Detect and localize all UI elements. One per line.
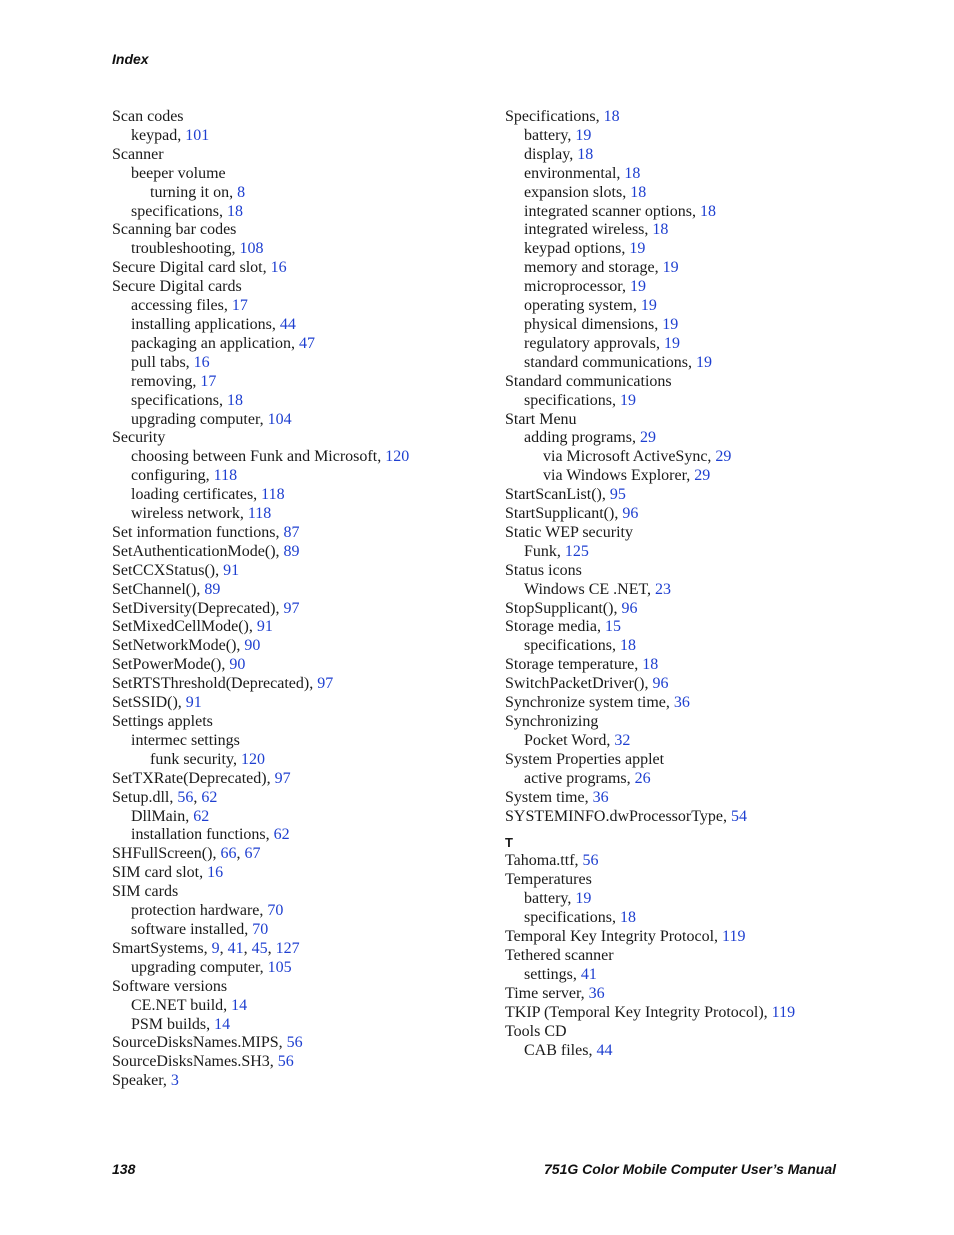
page-reference-link[interactable]: 8 [237, 183, 246, 201]
index-term: CE.NET build [131, 996, 224, 1014]
index-term: SourceDisksNames.MIPS [112, 1034, 279, 1052]
page-reference-link[interactable]: 32 [614, 731, 631, 749]
page-reference-link[interactable]: 16 [207, 864, 224, 882]
page-reference-link[interactable]: 120 [240, 750, 265, 768]
index-term: Temperatures [505, 871, 592, 889]
page-number: 138 [112, 1161, 136, 1177]
index-entry: keypad options, 19 [524, 240, 646, 258]
index-term: StartSupplicant() [505, 505, 615, 523]
index-entry: upgrading computer, 104 [131, 410, 292, 428]
page-reference-link[interactable]: 125 [564, 542, 589, 560]
index-term: integrated scanner options [524, 202, 692, 220]
page-reference-link[interactable]: 95 [609, 486, 626, 504]
index-term: Setup.dll [112, 788, 170, 806]
index-term: specifications [524, 391, 612, 409]
index-term: SIM card slot [112, 864, 200, 882]
index-entry: packaging an application, 47 [131, 334, 315, 352]
page-reference-link[interactable]: 17 [200, 372, 217, 390]
index-entry: specifications, 18 [524, 909, 636, 927]
index-term: System Properties applet [505, 750, 665, 768]
index-term: funk security [150, 750, 233, 768]
index-term: battery [524, 126, 568, 144]
index-term: removing [131, 372, 193, 390]
index-term: troubleshooting [131, 240, 232, 258]
index-term: specifications [524, 637, 612, 655]
index-entry: installation functions, 62 [131, 826, 290, 844]
index-entry: SourceDisksNames.MIPS, 56 [112, 1034, 303, 1052]
index-entry [505, 373, 905, 392]
index-entry [112, 278, 512, 297]
index-entry: Windows CE .NET, 23 [524, 580, 672, 598]
page-reference-link[interactable]: 47 [298, 334, 315, 352]
index-term: expansion slots [524, 183, 623, 201]
page-reference-link[interactable]: 44 [596, 1041, 613, 1059]
index-term: Settings applets [112, 713, 213, 730]
index-entry: Tahoma.ttf, 56 [505, 852, 599, 870]
index-entry: integrated scanner options, 18 [524, 202, 716, 220]
page-reference-link[interactable]: 18 [642, 656, 659, 674]
page-reference-link[interactable]: 45 [251, 939, 268, 957]
page-reference-link[interactable]: 70 [267, 902, 284, 920]
index-entry: StartScanList(), 95 [505, 486, 626, 504]
page-reference-link[interactable]: 62 [193, 807, 210, 825]
index-term: Tahoma.ttf [505, 852, 575, 870]
page-reference-link[interactable]: 127 [275, 939, 300, 957]
page-reference-link[interactable]: 23 [655, 580, 672, 598]
index-entry: SYSTEMINFO.dwProcessorType, 54 [505, 807, 747, 825]
index-term: Synchronizing [505, 713, 599, 730]
index-term: configuring [131, 467, 206, 485]
index-term: memory and storage [524, 259, 655, 277]
page-reference-link[interactable]: 3 [170, 1072, 179, 1090]
index-term: SHFullScreen() [112, 845, 213, 863]
index-entry: SetRTSThreshold(Deprecated), 97 [112, 675, 334, 693]
index-column-left [112, 108, 512, 1091]
index-term: CAB files [524, 1041, 589, 1059]
page-reference-link[interactable]: 18 [630, 183, 647, 201]
index-term: StartScanList() [505, 486, 602, 504]
page-reference-link[interactable]: 118 [247, 505, 272, 523]
page-reference-link[interactable]: 18 [624, 164, 641, 182]
index-entry: loading certificates, 118 [131, 486, 285, 504]
index-term: SetRTSThreshold(Deprecated) [112, 675, 310, 693]
page-reference-link[interactable]: 19 [695, 353, 712, 371]
index-term: installing applications [131, 315, 272, 333]
page-reference-link[interactable]: 90 [229, 656, 246, 674]
index-term: settings [524, 965, 573, 983]
index-term: SetDiversity(Deprecated) [112, 599, 276, 617]
index-entry: Pocket Word, 32 [524, 731, 631, 749]
index-entry: specifications, 18 [131, 202, 243, 220]
index-entry: wireless network, 118 [131, 505, 272, 523]
index-term: Scanner [112, 145, 164, 163]
index-entry: upgrading computer, 105 [131, 958, 292, 976]
index-entry: memory and storage, 19 [524, 259, 679, 277]
index-term: specifications [131, 202, 219, 220]
index-entry [505, 947, 905, 966]
index-term: Standard communications [505, 372, 672, 390]
index-term: upgrading computer [131, 410, 260, 428]
index-entry: regulatory approvals, 19 [524, 334, 680, 352]
index-term: Pocket Word [524, 731, 607, 749]
index-letter-heading: T [505, 835, 513, 851]
index-entry [112, 146, 512, 165]
running-header-title: Index [112, 51, 149, 67]
index-entry: StopSupplicant(), 96 [505, 599, 638, 617]
index-entry: SetTXRate(Deprecated), 97 [112, 769, 291, 787]
index-term: SmartSystems [112, 939, 204, 957]
index-term: SwitchPacketDriver() [505, 675, 645, 693]
index-entry: DllMain, 62 [131, 807, 210, 825]
index-term: SetMixedCellMode() [112, 618, 249, 636]
index-term: Speaker [112, 1072, 163, 1090]
index-entry: SetNetworkMode(), 90 [112, 637, 261, 655]
index-entry: Secure Digital card slot, 16 [112, 259, 287, 277]
index-term: StopSupplicant() [505, 599, 614, 617]
index-entry: SHFullScreen(), 66, 67 [112, 845, 261, 863]
index-term: System time [505, 788, 585, 806]
index-term: standard communications [524, 353, 688, 371]
index-entry [112, 732, 512, 751]
index-term: SetCCXStatus() [112, 561, 216, 579]
page-reference-link[interactable]: 56 [286, 1034, 303, 1052]
index-term: accessing files [131, 297, 224, 315]
index-term: display [524, 145, 570, 163]
index-term: regulatory approvals [524, 334, 656, 352]
page-reference-link[interactable]: 15 [604, 618, 621, 636]
index-entry [505, 1023, 905, 1042]
index-term: SourceDisksNames.SH3 [112, 1053, 270, 1071]
index-entry: SetDiversity(Deprecated), 97 [112, 599, 300, 617]
index-entry [112, 429, 512, 448]
page-reference-link[interactable]: 19 [629, 240, 646, 258]
manual-title: 751G Color Mobile Computer User’s Manual [544, 1161, 836, 1177]
page-reference-link[interactable]: 36 [592, 788, 609, 806]
index-term: loading certificates [131, 486, 254, 504]
index-entry: CE.NET build, 14 [131, 996, 248, 1014]
page-reference-link[interactable]: 29 [715, 448, 732, 466]
page-reference-link[interactable]: 97 [283, 599, 300, 617]
page-reference-link[interactable]: 62 [273, 826, 290, 844]
index-term: Software versions [112, 977, 228, 995]
page-reference-link[interactable]: 19 [662, 315, 679, 333]
page-reference-link[interactable]: 18 [226, 202, 243, 220]
page-reference-link[interactable]: 44 [279, 315, 296, 333]
index-entry [112, 713, 512, 732]
index-term: SIM cards [112, 883, 179, 901]
index-entry [112, 165, 512, 184]
page-reference-link[interactable]: 118 [213, 467, 238, 485]
index-entry: Temporal Key Integrity Protocol, 119 [505, 928, 746, 946]
index-term: installation functions [131, 826, 266, 844]
page-reference-link[interactable]: 29 [639, 429, 656, 447]
page-reference-link[interactable]: 36 [673, 694, 690, 712]
page-reference-link[interactable]: 97 [274, 769, 291, 787]
index-term: SetAuthenticationMode() [112, 542, 276, 560]
index-entry: SourceDisksNames.SH3, 56 [112, 1053, 294, 1071]
index-term: battery [524, 890, 568, 908]
page-reference-link[interactable]: 67 [244, 845, 261, 863]
index-entry: pull tabs, 16 [131, 353, 210, 371]
page-reference-link[interactable]: 56 [277, 1053, 294, 1071]
page-reference-link[interactable]: 96 [622, 505, 639, 523]
index-entry: Synchronize system time, 36 [505, 694, 690, 712]
index-entry [112, 883, 512, 902]
index-term: Secure Digital card slot [112, 259, 263, 277]
index-term: Temporal Key Integrity Protocol [505, 928, 715, 946]
index-term: operating system [524, 297, 633, 315]
index-entry: PSM builds, 14 [131, 1015, 231, 1033]
page-reference-link[interactable]: 87 [283, 523, 300, 541]
index-entry: Set information functions, 87 [112, 523, 300, 541]
index-term: upgrading computer [131, 958, 260, 976]
index-entry: via Windows Explorer, 29 [543, 467, 711, 485]
index-entry [505, 871, 905, 890]
page-reference-link[interactable]: 70 [252, 920, 269, 938]
index-entry: SetSSID(), 91 [112, 694, 202, 712]
index-entry: specifications, 18 [131, 391, 243, 409]
page-reference-link[interactable]: 18 [699, 202, 716, 220]
page-reference-link[interactable]: 119 [771, 1003, 796, 1021]
index-entry: StartSupplicant(), 96 [505, 505, 639, 523]
index-entry: Storage temperature, 18 [505, 656, 659, 674]
page-reference-link[interactable]: 19 [663, 334, 680, 352]
page-reference-link[interactable]: 96 [621, 599, 638, 617]
index-entry [505, 751, 905, 770]
page-reference-link[interactable]: 105 [267, 958, 292, 976]
index-entry: protection hardware, 70 [131, 902, 284, 920]
page-reference-link[interactable]: 26 [634, 769, 651, 787]
index-term: Static WEP security [505, 523, 633, 541]
index-term: Storage media [505, 618, 597, 636]
index-entry: removing, 17 [131, 372, 217, 390]
index-term: specifications [524, 909, 612, 927]
index-entry: adding programs, 29 [524, 429, 656, 447]
page-reference-link[interactable]: 91 [256, 618, 273, 636]
index-entry: funk security, 120 [150, 750, 265, 768]
index-entry: Time server, 36 [505, 984, 605, 1002]
index-term: adding programs [524, 429, 632, 447]
index-entry: microprocessor, 19 [524, 278, 646, 296]
page-reference-link[interactable]: 119 [722, 928, 746, 946]
index-term: keypad options [524, 240, 622, 258]
index-term: SetTXRate(Deprecated) [112, 769, 267, 787]
page-reference-link[interactable]: 18 [577, 145, 594, 163]
index-term: TKIP (Temporal Key Integrity Protocol) [505, 1003, 764, 1021]
index-entry: specifications, 18 [524, 637, 636, 655]
index-entry [112, 978, 512, 997]
index-entry [505, 524, 905, 543]
page-reference-link[interactable]: 29 [694, 467, 711, 485]
index-term: microprocessor [524, 278, 622, 296]
index-term: Funk [524, 542, 557, 560]
index-entry: SetAuthenticationMode(), 89 [112, 542, 300, 560]
index-term: SYSTEMINFO.dwProcessorType [505, 807, 723, 825]
index-entry: Speaker, 3 [112, 1072, 179, 1090]
page-reference-link[interactable]: 89 [204, 580, 221, 598]
index-term: active programs [524, 769, 627, 787]
index-term: Scan codes [112, 108, 184, 125]
index-entry: System time, 36 [505, 788, 609, 806]
page-reference-link[interactable]: 17 [231, 297, 248, 315]
index-term: wireless network [131, 505, 240, 523]
index-term: DllMain [131, 807, 186, 825]
index-term: choosing between Funk and Microsoft [131, 448, 378, 466]
index-entry [112, 221, 512, 240]
index-term: Set information functions [112, 523, 276, 541]
index-entry: display, 18 [524, 145, 594, 163]
index-term: Synchronize system time [505, 694, 666, 712]
page-reference-link[interactable]: 16 [270, 259, 287, 277]
page-reference-link[interactable]: 101 [185, 126, 210, 144]
index-entry: installing applications, 44 [131, 315, 296, 333]
page-reference-link[interactable]: 56 [177, 788, 194, 806]
index-entry [505, 411, 905, 430]
index-term: intermec settings [131, 731, 240, 749]
index-term: Start Menu [505, 410, 577, 428]
index-entry: integrated wireless, 18 [524, 221, 669, 239]
index-term: Tethered scanner [505, 946, 614, 964]
page-reference-link[interactable]: 120 [385, 448, 410, 466]
index-entry: active programs, 26 [524, 769, 651, 787]
index-entry [112, 108, 512, 127]
index-entry: keypad, 101 [131, 126, 210, 144]
index-entry: CAB files, 44 [524, 1041, 613, 1059]
index-entry: environmental, 18 [524, 164, 641, 182]
page-reference-link[interactable]: 89 [283, 542, 300, 560]
page-reference-link[interactable]: 18 [619, 637, 636, 655]
index-entry: Funk, 125 [524, 542, 589, 560]
page-reference-link[interactable]: 19 [662, 259, 679, 277]
index-entry: expansion slots, 18 [524, 183, 647, 201]
index-term: integrated wireless [524, 221, 645, 239]
index-entry: SetPowerMode(), 90 [112, 656, 246, 674]
index-entry: SetMixedCellMode(), 91 [112, 618, 273, 636]
index-term: physical dimensions [524, 315, 655, 333]
index-entry: SwitchPacketDriver(), 96 [505, 675, 669, 693]
page-reference-link[interactable]: 97 [317, 675, 334, 693]
index-entry: Specifications, 18 [505, 108, 620, 125]
index-entry: software installed, 70 [131, 920, 269, 938]
page-reference-link[interactable]: 19 [575, 890, 592, 908]
index-entry: troubleshooting, 108 [131, 240, 264, 258]
index-entry: choosing between Funk and Microsoft, 120 [131, 448, 410, 466]
index-term: specifications [131, 391, 219, 409]
index-term: SetChannel() [112, 580, 197, 598]
index-term: PSM builds [131, 1015, 207, 1033]
page-reference-link[interactable]: 14 [214, 1015, 231, 1033]
index-entry: configuring, 118 [131, 467, 238, 485]
page-reference-link[interactable]: 91 [223, 561, 240, 579]
page-reference-link[interactable]: 108 [239, 240, 264, 258]
index-entry: SetCCXStatus(), 91 [112, 561, 240, 579]
index-entry: SmartSystems, 9, 41, 45, 127 [112, 939, 300, 957]
page-reference-link[interactable]: 36 [588, 984, 605, 1002]
index-term: Security [112, 429, 166, 447]
page-reference-link[interactable]: 62 [201, 788, 218, 806]
index-entry: battery, 19 [524, 890, 592, 908]
index-term: pull tabs [131, 353, 186, 371]
index-entry: operating system, 19 [524, 297, 657, 315]
index-entry: specifications, 19 [524, 391, 636, 409]
index-term: turning it on [150, 183, 230, 201]
page-reference-link[interactable]: 18 [619, 909, 636, 927]
index-term: Tools CD [505, 1022, 567, 1040]
index-term: environmental [524, 164, 617, 182]
page-reference-link[interactable]: 14 [231, 996, 248, 1014]
index-term: protection hardware [131, 902, 260, 920]
index-term: Windows CE .NET [524, 580, 648, 598]
index-entry: SIM card slot, 16 [112, 864, 224, 882]
index-entry: standard communications, 19 [524, 353, 712, 371]
page-reference-link[interactable]: 104 [267, 410, 292, 428]
index-term: Scanning bar codes [112, 221, 237, 239]
page-reference-link[interactable]: 19 [575, 126, 592, 144]
page-reference-link[interactable]: 18 [603, 108, 620, 125]
page-reference-link[interactable]: 90 [244, 637, 261, 655]
index-entry: turning it on, 8 [150, 183, 246, 201]
index-term: SetNetworkMode() [112, 637, 237, 655]
page-reference-link[interactable]: 41 [227, 939, 244, 957]
index-term: via Microsoft ActiveSync [543, 448, 708, 466]
page-reference-link[interactable]: 96 [652, 675, 669, 693]
page-reference-link[interactable]: 19 [630, 278, 646, 296]
index-entry: accessing files, 17 [131, 297, 248, 315]
index-entry: physical dimensions, 19 [524, 315, 679, 333]
page-reference-link[interactable]: 41 [580, 965, 597, 983]
index-entry [505, 562, 905, 581]
page-reference-link[interactable]: 18 [652, 221, 669, 239]
page-reference-link[interactable]: 91 [185, 694, 202, 712]
index-entry: settings, 41 [524, 965, 597, 983]
index-entry: Storage media, 15 [505, 618, 621, 636]
page-reference-link[interactable]: 118 [261, 486, 285, 504]
index-entry: Setup.dll, 56, 62 [112, 788, 218, 806]
index-term: Storage temperature [505, 656, 635, 674]
page-reference-link[interactable]: 19 [619, 391, 636, 409]
index-column-right [505, 108, 905, 1060]
page-reference-link[interactable]: 9 [211, 939, 220, 957]
page-reference-link[interactable]: 54 [730, 807, 747, 825]
index-term: keypad [131, 126, 178, 144]
index-term: Secure Digital cards [112, 278, 242, 296]
index-term: via Windows Explorer [543, 467, 687, 485]
index-term: SetSSID() [112, 694, 178, 712]
index-term: SetPowerMode() [112, 656, 222, 674]
index-term: beeper volume [131, 164, 226, 182]
index-term: software installed [131, 920, 245, 938]
page-reference-link[interactable]: 19 [640, 297, 657, 315]
index-entry: SetChannel(), 89 [112, 580, 221, 598]
index-entry: TKIP (Temporal Key Integrity Protocol), 119 [505, 1003, 796, 1021]
index-term: packaging an application [131, 334, 291, 352]
index-term: Time server [505, 984, 581, 1002]
page-reference-link[interactable]: 56 [582, 852, 599, 870]
index-term: Status icons [505, 561, 582, 579]
page-reference-link[interactable]: 66 [220, 845, 237, 863]
index-entry: via Microsoft ActiveSync, 29 [543, 448, 732, 466]
index-term: Specifications [505, 108, 596, 125]
index-entry [505, 713, 905, 732]
page-reference-link[interactable]: 16 [193, 353, 210, 371]
page-reference-link[interactable]: 18 [226, 391, 243, 409]
index-entry: battery, 19 [524, 126, 592, 144]
